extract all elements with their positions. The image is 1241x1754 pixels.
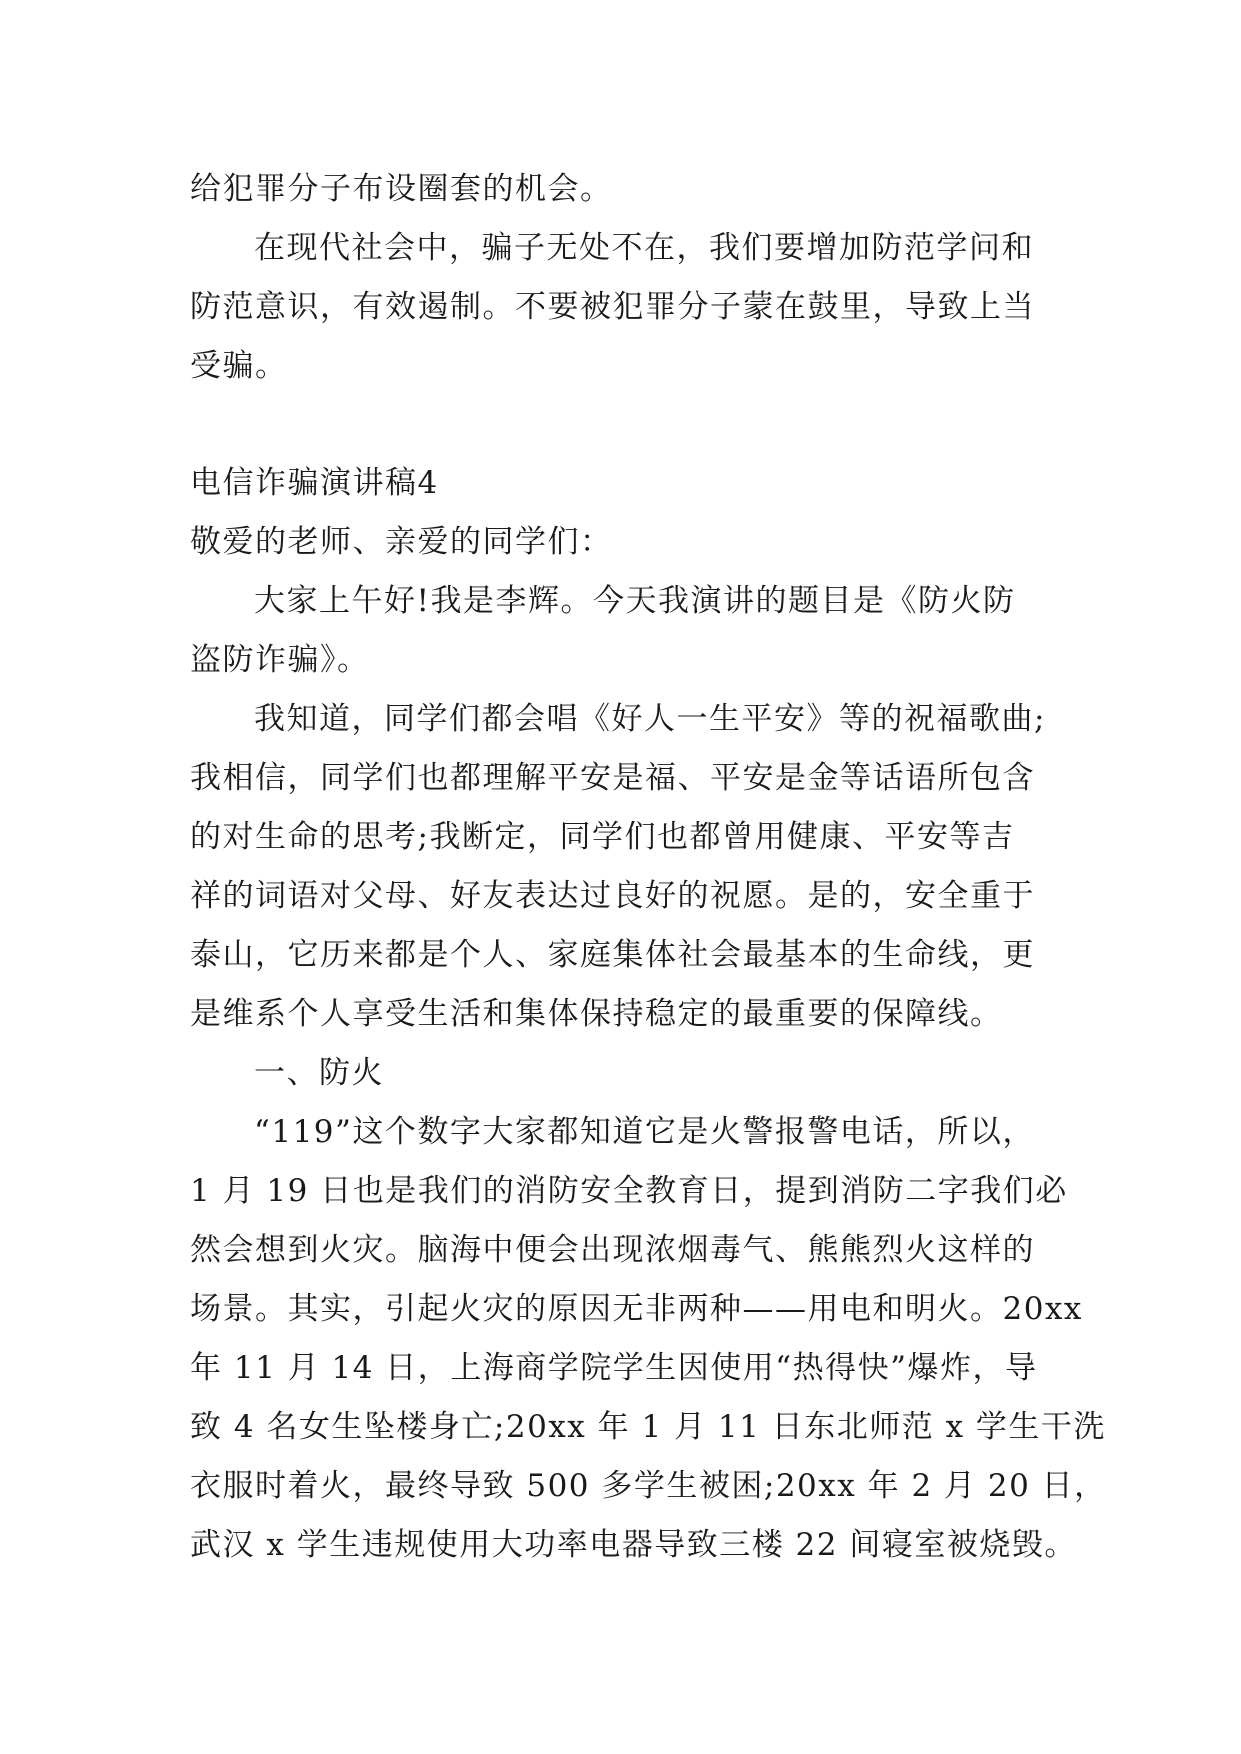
- paragraph: [190, 219, 1070, 396]
- text-line: 年 11 月 14 日，上海商学院学生因使用“热得快”爆炸，导: [190, 1350, 1038, 1386]
- text-line: 的对生命的思考;我断定，同学们也都曾用健康、平安等吉: [190, 819, 1015, 855]
- text-line: “119”这个数字大家都知道它是火警报警电话，所以，: [254, 1114, 1035, 1150]
- paragraph: [190, 1103, 1107, 1575]
- text-line: 盗防诈骗》。: [190, 642, 370, 678]
- text-line: 祥的词语对父母、好友表达过良好的祝愿。是的，安全重于: [190, 878, 1035, 914]
- paragraph: [190, 572, 1070, 690]
- text-line: 致 4 名女生坠楼身亡;20xx 年 1 月 11 日东北师范 x 学生干洗: [190, 1409, 1106, 1445]
- text-line: 受骗。: [190, 348, 288, 384]
- salutation: 敬爱的老师、亲爱的同学们：: [190, 524, 613, 560]
- text-line: 武汉 x 学生违规使用大功率电器导致三楼 22 间寝室被烧毁。: [190, 1527, 1077, 1563]
- text-line: 在现代社会中，骗子无处不在，我们要增加防范学问和: [254, 230, 1034, 266]
- text-line: 是维系个人享受生活和集体保持稳定的最重要的保障线。: [190, 996, 1003, 1032]
- paragraph: [190, 690, 1070, 1044]
- text-line: 衣服时着火，最终导致 500 多学生被困;20xx 年 2 月 20 日，: [190, 1468, 1107, 1504]
- continuation-paragraph: [190, 160, 1070, 219]
- text-line: 防范意识，有效遏制。不要被犯罪分子蒙在鼓里，导致上当: [190, 289, 1035, 325]
- text-line: 场景。其实，引起火灾的原因无非两种——用电和明火。20xx: [190, 1291, 1083, 1327]
- section-title: 电信诈骗演讲稿4: [190, 465, 439, 501]
- spacer: [190, 396, 1070, 454]
- text-line: 大家上午好!我是李辉。今天我演讲的题目是《防火防: [254, 583, 1016, 619]
- text-line: 然会想到火灾。脑海中便会出现浓烟毒气、熊熊烈火这样的: [190, 1232, 1035, 1268]
- subheading: 一、防火: [254, 1055, 384, 1091]
- text-line: 给犯罪分子布设圈套的机会。: [190, 171, 613, 207]
- text-line: 1 月 19 日也是我们的消防安全教育日，提到消防二字我们必: [190, 1173, 1068, 1209]
- text-line: 我相信，同学们也都理解平安是福、平安是金等话语所包含: [190, 760, 1035, 796]
- document-body: [190, 160, 1107, 1575]
- text-line: 我知道，同学们都会唱《好人一生平安》等的祝福歌曲;: [254, 701, 1046, 737]
- text-line: 泰山，它历来都是个人、家庭集体社会最基本的生命线，更: [190, 937, 1035, 973]
